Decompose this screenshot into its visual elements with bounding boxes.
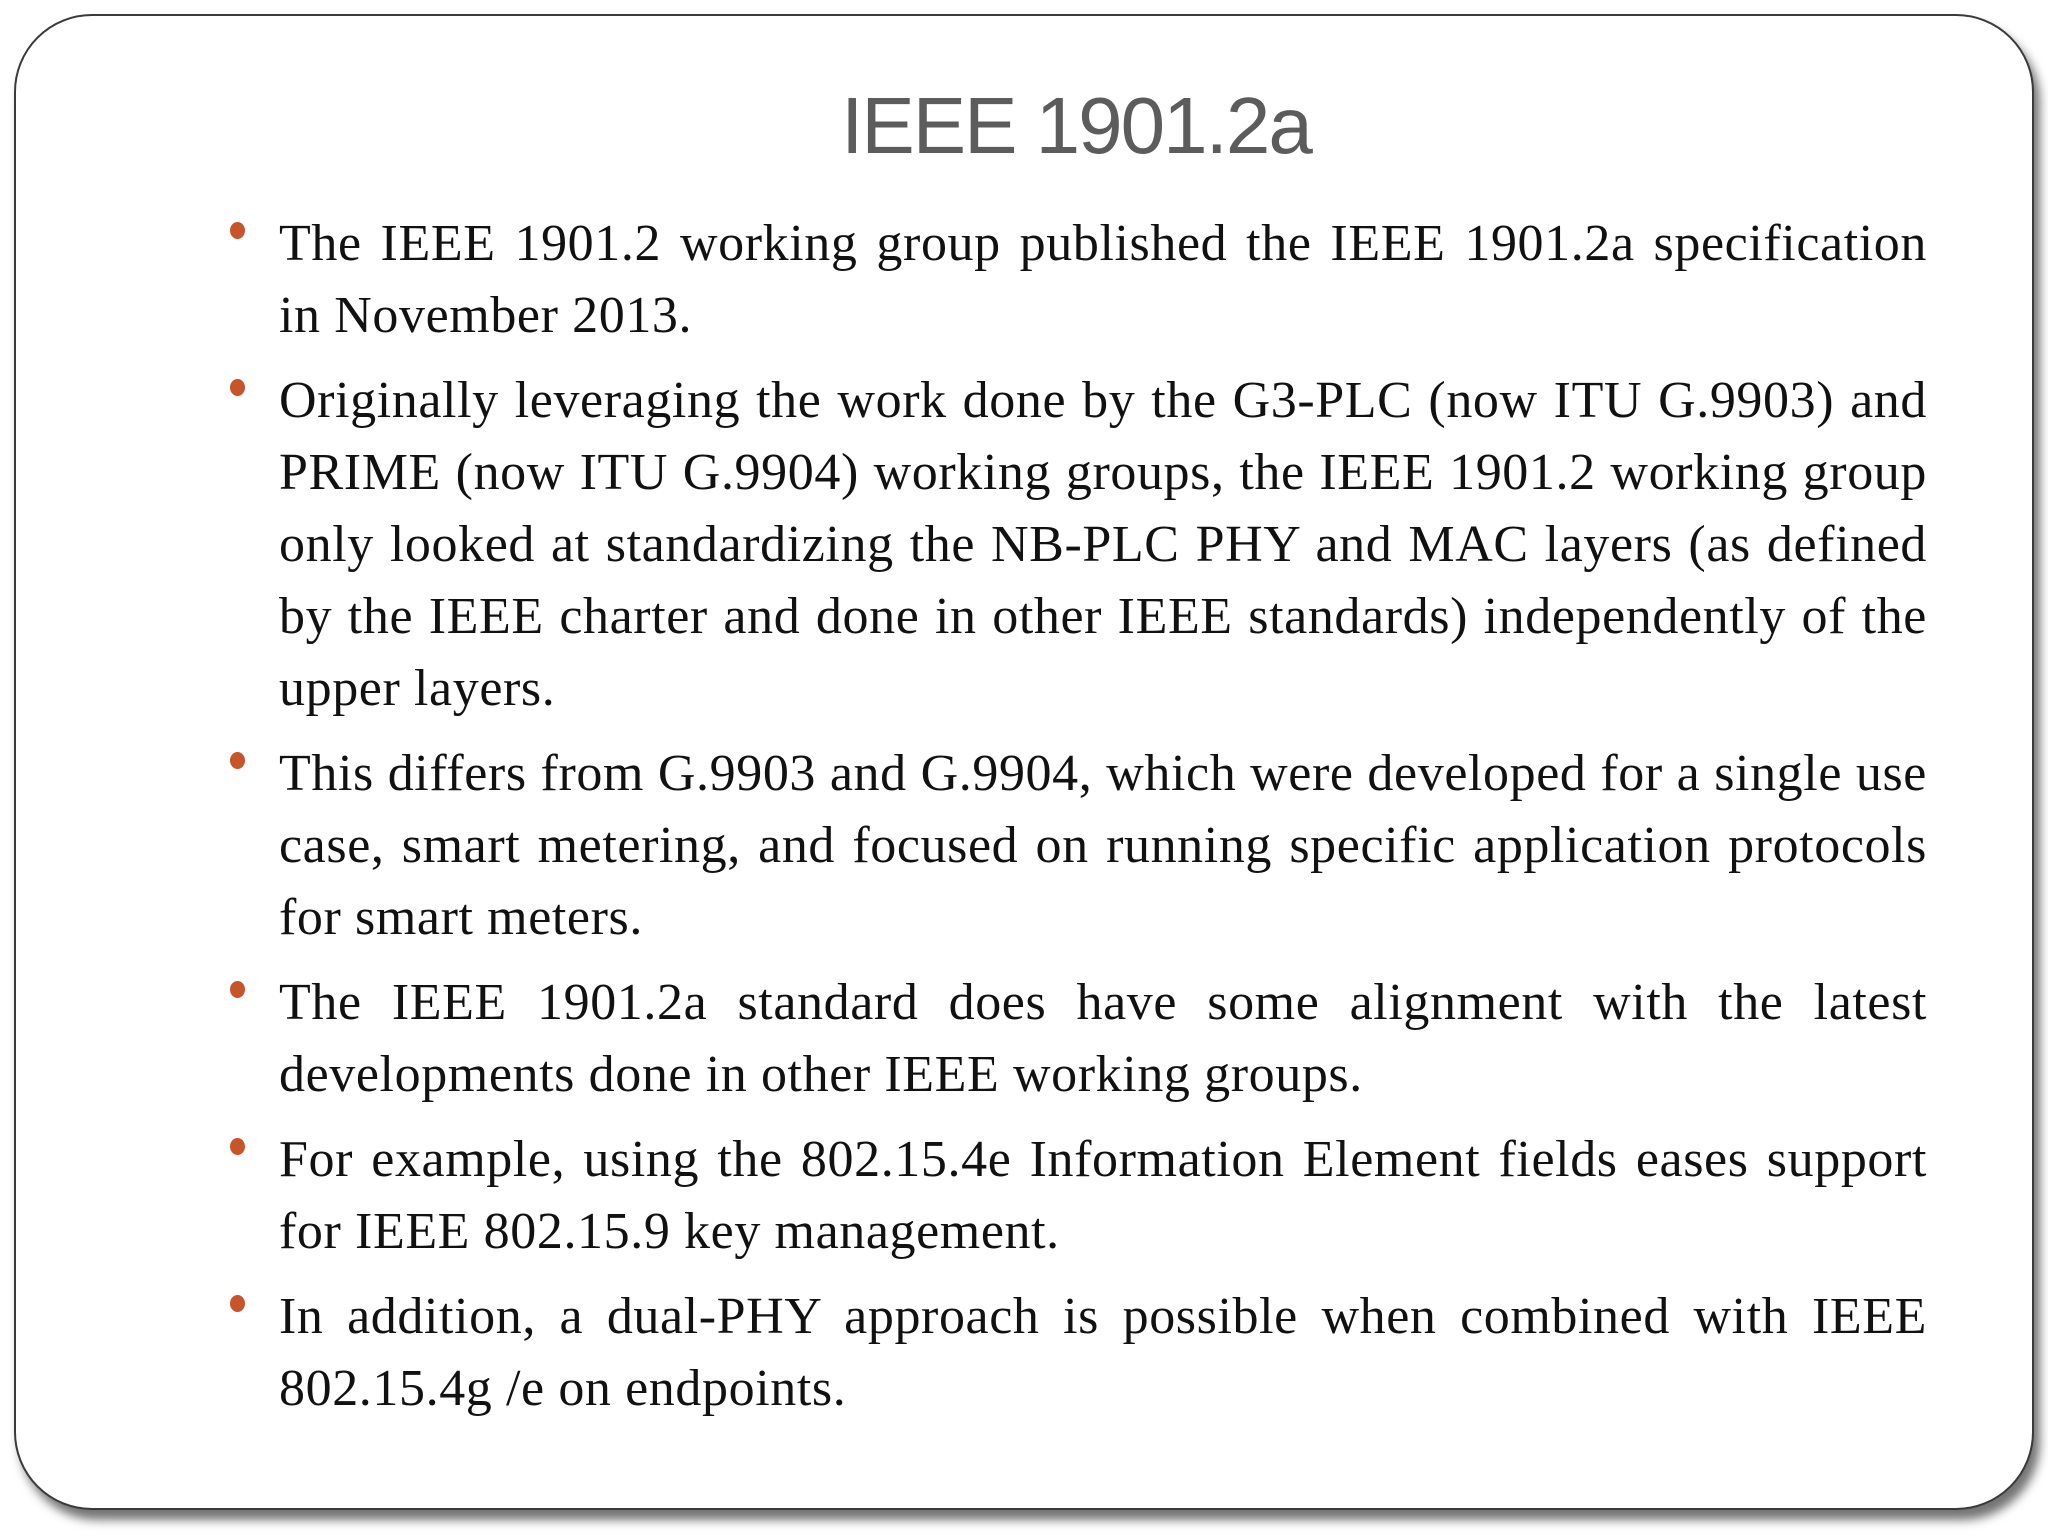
bullet-dot-icon [230,1295,245,1312]
bullet-item [279,1124,1927,1268]
bullet-item [279,738,1927,954]
bullet-text: In addition, a dual-PHY approach is possible when combined with IEEE 802.15.4g /e on endpoints. [279,1288,1927,1417]
bullet-text: The IEEE 1901.2 working group published the IEEE 1901.2a specification in November 2013. [279,215,1927,344]
bullet-item [279,967,1927,1111]
bullet-dot-icon [230,1138,245,1155]
bullet-text: The IEEE 1901.2a standard does have some alignment with the latest developments done in other IEEE working groups. [279,974,1927,1103]
bullet-item [279,1281,1927,1425]
bullet-dot-icon [230,222,245,239]
bullet-text: For example, using the 802.15.4e Information Element fields eases support for IEEE 802.15.9 key management. [279,1131,1927,1260]
bullet-list [279,208,1927,1438]
bullet-dot-icon [230,752,245,769]
bullet-item [279,208,1927,352]
bullet-text: Originally leveraging the work done by the G3-PLC (now ITU G.9903) and PRIME (now ITU G.9904) working groups, the IEEE 1901.2 working group only looked at standardizing the NB-PLC PHY and MAC layers (as defined by the IEEE charter and done in other IEEE standards) independently of the upper layers. [279,372,1927,717]
bullet-item [279,365,1927,725]
slide-title: IEEE 1901.2a [841,81,1311,170]
bullet-dot-icon [230,981,245,998]
bullet-dot-icon [230,379,245,396]
bullet-text: This differs from G.9903 and G.9904, which were developed for a single use case, smart metering, and focused on running specific application protocols for smart meters. [279,745,1927,946]
